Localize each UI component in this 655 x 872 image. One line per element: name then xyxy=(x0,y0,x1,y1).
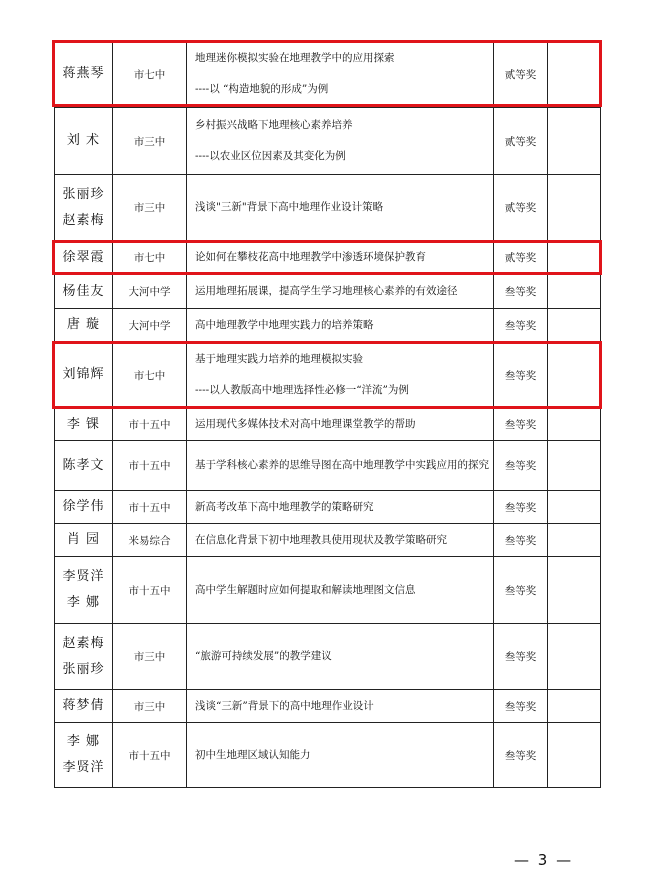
note-cell xyxy=(548,524,601,557)
award-cell: 贰等奖 xyxy=(494,175,548,241)
award-cell: 叁等奖 xyxy=(494,690,548,723)
author-name: 刘 术 xyxy=(66,133,101,148)
table-row xyxy=(55,309,601,342)
award-cell: 贰等奖 xyxy=(494,241,548,275)
author-cell xyxy=(55,624,113,690)
author-name: 蒋燕琴 xyxy=(62,66,105,81)
paper-title-cell xyxy=(187,309,494,342)
award-cell: 叁等奖 xyxy=(494,557,548,624)
author-name: 李 娜 xyxy=(66,734,101,749)
table-row xyxy=(55,491,601,524)
paper-title-cell xyxy=(187,624,494,690)
school-cell: 米易综合 xyxy=(113,524,187,557)
table-row xyxy=(55,175,601,241)
note-cell xyxy=(548,624,601,690)
awards-table xyxy=(54,40,601,788)
paper-title: 基于学科核心素养的思维导图在高中地理教学中实践应用的探究 xyxy=(195,459,489,471)
author-cell xyxy=(55,441,113,491)
award-cell: 叁等奖 xyxy=(494,342,548,409)
author-name: 李贤洋 xyxy=(62,760,105,775)
table-row xyxy=(55,690,601,723)
note-cell xyxy=(548,275,601,309)
paper-title: 论如何在攀枝花高中地理教学中渗透环境保护教育 xyxy=(195,251,426,263)
paper-title-cell xyxy=(187,441,494,491)
school-cell: 市七中 xyxy=(113,241,187,275)
paper-title: 高中学生解题时应如何提取和解读地理图文信息 xyxy=(195,583,416,596)
author-cell xyxy=(55,409,113,441)
school-cell: 市十五中 xyxy=(113,557,187,624)
note-cell xyxy=(548,441,601,491)
author-cell xyxy=(55,723,113,788)
school-cell: 市三中 xyxy=(113,175,187,241)
paper-title: 地理迷你模拟实验在地理教学中的应用探索 xyxy=(195,52,395,64)
author-name: 赵素梅 xyxy=(62,635,105,651)
paper-title: 初中生地理区域认知能力 xyxy=(195,748,311,761)
author-cell xyxy=(55,275,113,309)
note-cell xyxy=(548,690,601,723)
author-name: 刘锦辉 xyxy=(62,367,105,382)
paper-title: 基于地理实践力培养的地理模拟实验 xyxy=(195,353,363,365)
author-name: 杨佳友 xyxy=(62,283,105,299)
table-row xyxy=(55,275,601,309)
school-cell: 市十五中 xyxy=(113,409,187,441)
note-cell xyxy=(548,491,601,524)
table-row xyxy=(55,723,601,788)
note-cell xyxy=(548,175,601,241)
paper-subtitle: ----以 “构造地貌的形成”为例 xyxy=(195,83,329,95)
paper-title-cell xyxy=(187,342,494,409)
table-row xyxy=(55,342,601,409)
note-cell xyxy=(548,342,601,409)
school-cell: 市十五中 xyxy=(113,491,187,524)
paper-title: 运用地理拓展课，提高学生学习地理核心素养的有效途径 xyxy=(195,285,458,297)
author-name: 肖 园 xyxy=(66,532,101,547)
award-cell: 贰等奖 xyxy=(494,41,548,108)
author-cell xyxy=(55,342,113,409)
author-name: 赵素梅 xyxy=(62,212,105,228)
note-cell xyxy=(548,108,601,175)
award-cell: 叁等奖 xyxy=(494,491,548,524)
award-cell: 叁等奖 xyxy=(494,409,548,441)
paper-title-cell xyxy=(187,524,494,557)
table-row xyxy=(55,409,601,441)
paper-title-cell xyxy=(187,108,494,175)
author-name: 徐学伟 xyxy=(62,499,105,514)
school-cell: 市七中 xyxy=(113,342,187,409)
paper-title-cell xyxy=(187,723,494,788)
award-cell: 叁等奖 xyxy=(494,309,548,342)
table-row xyxy=(55,524,601,557)
award-cell: 叁等奖 xyxy=(494,524,548,557)
paper-title: 新高考改革下高中地理教学的策略研究 xyxy=(195,500,374,513)
school-cell: 市七中 xyxy=(113,41,187,108)
author-cell xyxy=(55,108,113,175)
award-cell: 叁等奖 xyxy=(494,441,548,491)
note-cell xyxy=(548,309,601,342)
paper-title-cell xyxy=(187,41,494,108)
author-cell xyxy=(55,557,113,624)
school-cell: 大河中学 xyxy=(113,275,187,309)
paper-title: “旅游可持续发展”的教学建议 xyxy=(195,650,332,662)
award-cell: 贰等奖 xyxy=(494,108,548,175)
author-name: 李贤洋 xyxy=(62,569,105,584)
author-name: 唐 璇 xyxy=(66,317,101,332)
author-cell xyxy=(55,491,113,524)
paper-title-cell xyxy=(187,690,494,723)
page-number: — 3 — xyxy=(514,851,574,869)
paper-title-cell xyxy=(187,409,494,441)
table-row xyxy=(55,41,601,108)
table-row xyxy=(55,241,601,275)
paper-subtitle: ----以人教版高中地理选择性必修一“洋流”为例 xyxy=(195,384,409,396)
school-cell: 市三中 xyxy=(113,624,187,690)
author-name: 张丽珍 xyxy=(62,661,105,677)
paper-title-cell xyxy=(187,557,494,624)
school-cell: 市三中 xyxy=(113,690,187,723)
paper-title: 乡村振兴战略下地理核心素养培养 xyxy=(195,119,353,131)
school-cell: 大河中学 xyxy=(113,309,187,342)
paper-title-cell xyxy=(187,275,494,309)
note-cell xyxy=(548,409,601,441)
table-row xyxy=(55,624,601,690)
paper-title: 在信息化背景下初中地理教具使用现状及教学策略研究 xyxy=(195,533,447,546)
author-cell xyxy=(55,175,113,241)
school-cell: 市十五中 xyxy=(113,723,187,788)
paper-title-cell xyxy=(187,491,494,524)
author-name: 张丽珍 xyxy=(62,186,105,202)
award-cell: 叁等奖 xyxy=(494,624,548,690)
author-name: 李 锞 xyxy=(66,416,101,432)
paper-title: 浅谈“三新”背景下的高中地理作业设计 xyxy=(195,699,374,712)
author-name: 徐翠霞 xyxy=(62,249,105,265)
paper-title: 运用现代多媒体技术对高中地理课堂教学的帮助 xyxy=(195,418,416,430)
paper-title-cell xyxy=(187,241,494,275)
table-row xyxy=(55,557,601,624)
author-cell xyxy=(55,41,113,108)
school-cell: 市三中 xyxy=(113,108,187,175)
paper-title: 高中地理教学中地理实践力的培养策略 xyxy=(195,318,374,331)
author-name: 陈孝文 xyxy=(62,457,105,473)
note-cell xyxy=(548,241,601,275)
school-cell: 市十五中 xyxy=(113,441,187,491)
author-cell xyxy=(55,309,113,342)
paper-subtitle: ----以农业区位因素及其变化为例 xyxy=(195,150,346,162)
author-cell xyxy=(55,690,113,723)
table-row xyxy=(55,108,601,175)
note-cell xyxy=(548,557,601,624)
paper-title-cell xyxy=(187,175,494,241)
author-cell xyxy=(55,241,113,275)
author-cell xyxy=(55,524,113,557)
note-cell xyxy=(548,723,601,788)
table-row xyxy=(55,441,601,491)
paper-title: 浅谈"三新"背景下高中地理作业设计策略 xyxy=(195,201,384,213)
author-name: 蒋梦倩 xyxy=(62,698,105,713)
author-name: 李 娜 xyxy=(66,595,101,610)
note-cell xyxy=(548,41,601,108)
award-cell: 叁等奖 xyxy=(494,723,548,788)
award-cell: 叁等奖 xyxy=(494,275,548,309)
